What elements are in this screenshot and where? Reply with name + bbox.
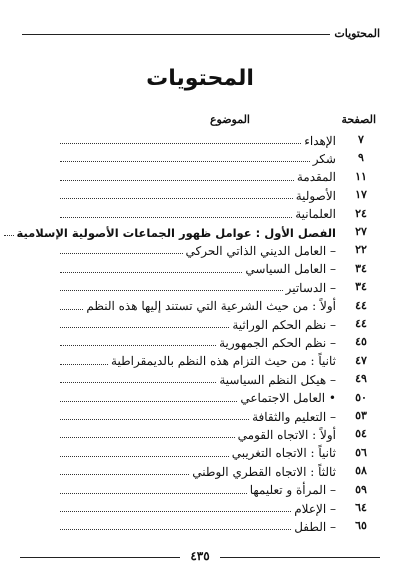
toc-entry xyxy=(60,445,336,462)
column-header-topic: الموضوع xyxy=(209,113,250,126)
dot-leader xyxy=(60,143,301,144)
dot-leader xyxy=(60,217,292,218)
column-header-page: الصفحة xyxy=(341,113,376,126)
dot-leader xyxy=(60,474,189,475)
toc-entry-label: المقدمة xyxy=(296,170,336,185)
toc-page-number: ٦٥ xyxy=(355,519,367,533)
toc-entry-label: – هيكل النظم السياسية xyxy=(219,372,336,387)
toc-row xyxy=(0,316,400,333)
toc-row xyxy=(0,353,400,370)
dot-leader xyxy=(4,235,14,236)
toc-page-number: ٤٤ xyxy=(355,298,367,312)
dot-leader xyxy=(60,511,291,512)
toc-row xyxy=(0,206,400,223)
toc-entry-label: الإهداء xyxy=(304,133,336,148)
toc-chapter-title: الفصل الأول : عوامل ظهور الجماعات الأصولية الإسلامية xyxy=(16,225,336,240)
dot-leader xyxy=(60,253,183,254)
toc-entry xyxy=(60,298,336,315)
dot-leader xyxy=(60,161,310,162)
toc-entry-label: – العامل الديني الذاتي الحركي xyxy=(185,243,336,258)
dot-leader xyxy=(60,198,293,199)
toc-row xyxy=(0,371,400,388)
toc-entry xyxy=(60,371,336,388)
toc-page-number: ٥٨ xyxy=(355,464,367,478)
toc-entry xyxy=(60,408,336,425)
toc-row xyxy=(0,463,400,480)
toc-entry xyxy=(60,206,336,223)
toc-row xyxy=(0,445,400,462)
toc-page-number: ٤٥ xyxy=(355,335,367,349)
toc-entry-label: العلمانية xyxy=(295,207,336,222)
toc-page-number: ٥٤ xyxy=(355,427,367,441)
toc-page-number: ٥٣ xyxy=(355,409,367,422)
toc-row xyxy=(0,390,400,407)
toc-page-number: ١٧ xyxy=(355,188,367,202)
toc-entry xyxy=(60,353,336,370)
toc-entry-label: – نظم الحكم الوراثية xyxy=(232,317,336,332)
toc-entry xyxy=(60,187,336,204)
toc-page-number: ٦٤ xyxy=(355,501,367,514)
dot-leader xyxy=(60,456,229,457)
toc-page-number: ٤٤ xyxy=(355,317,367,330)
toc-page-number: ٧ xyxy=(358,133,364,146)
toc-entry-label: ثالثاً : الاتجاه القطري الوطني xyxy=(192,464,336,479)
dot-leader xyxy=(60,364,108,365)
toc-page-number: ٣٤ xyxy=(355,280,367,294)
dot-leader xyxy=(60,382,216,383)
toc-row xyxy=(0,132,400,149)
toc-entry-label: – التعليم والثقافة xyxy=(252,409,336,424)
toc-entry-label: أولاً : من حيث الشرعية التي تستند إليها هذه النظم xyxy=(86,299,336,314)
footer-page-number: ٤٣٥ xyxy=(190,549,210,563)
toc-row xyxy=(0,334,400,351)
toc-row xyxy=(0,482,400,499)
toc-page-number: ٤٧ xyxy=(355,353,367,367)
dot-leader xyxy=(60,309,83,310)
toc-row xyxy=(0,169,400,186)
toc-entry xyxy=(60,242,336,259)
toc-entry-label: – الطفل xyxy=(294,519,336,534)
toc-row xyxy=(0,150,400,167)
dot-leader xyxy=(60,529,291,530)
toc-page-number: ١١ xyxy=(355,169,367,183)
toc-entry-label: الأصولية xyxy=(295,188,336,203)
toc-entry-label: – الدساتير xyxy=(285,280,336,295)
dot-leader xyxy=(60,401,237,402)
toc-entry-label: – نظم الحكم الجمهورية xyxy=(219,335,336,350)
dot-leader xyxy=(60,345,216,346)
dot-leader xyxy=(60,419,249,420)
toc-entry xyxy=(60,334,336,351)
toc-entry-label: – الإعلام xyxy=(294,501,336,516)
toc-entry xyxy=(60,132,336,149)
toc-entry xyxy=(60,463,336,480)
toc-entry xyxy=(60,150,336,167)
toc-entry-label: أولاً : الاتجاه القومي xyxy=(237,427,336,442)
toc-page-number: ٣٤ xyxy=(355,261,367,275)
toc-page-number: ٢٤ xyxy=(355,206,367,220)
footer-rule-left xyxy=(20,557,180,558)
toc-entry xyxy=(60,482,336,499)
toc-row xyxy=(0,298,400,315)
toc-entry-label: – العامل السياسي xyxy=(245,262,336,277)
dot-leader xyxy=(60,327,229,328)
toc-entry-label: ثانياً : من حيث التزام هذه النظم بالديمقراطية xyxy=(111,354,336,369)
dot-leader xyxy=(60,437,235,438)
dot-leader xyxy=(60,493,247,494)
toc-entry xyxy=(60,316,336,333)
toc-row xyxy=(0,279,400,296)
toc-entry-label: شكر xyxy=(312,151,336,166)
toc-entry-label: • العامل الاجتماعي xyxy=(240,391,336,406)
toc-page-number: ٢٧ xyxy=(355,225,367,238)
toc-page-number: ٤٩ xyxy=(355,372,367,386)
toc-page-number: ٢٢ xyxy=(355,243,367,257)
toc-row xyxy=(0,500,400,517)
toc-entry-label: – المرأة و تعليمها xyxy=(249,483,336,498)
footer-rule-right xyxy=(220,557,380,558)
toc-row xyxy=(0,408,400,425)
header-rule xyxy=(22,34,330,35)
toc-row xyxy=(0,242,400,259)
running-head: المحتويات xyxy=(334,27,380,40)
toc-page-number: ٩ xyxy=(358,151,364,165)
toc-page-number: ٥٠ xyxy=(355,390,367,404)
toc-row xyxy=(0,224,400,241)
toc-entry xyxy=(60,500,336,517)
toc-row xyxy=(0,518,400,535)
page-title: المحتويات xyxy=(146,66,254,91)
toc-page-number: ٥٦ xyxy=(355,445,367,459)
toc-page-number: ٥٩ xyxy=(355,482,367,496)
toc-row xyxy=(0,187,400,204)
toc-entry xyxy=(16,224,336,241)
dot-leader xyxy=(60,272,242,273)
toc-row xyxy=(0,261,400,278)
toc-entry xyxy=(60,279,336,296)
toc-entry xyxy=(60,261,336,278)
dot-leader xyxy=(60,180,294,181)
toc-entry xyxy=(60,518,336,535)
dot-leader xyxy=(60,290,283,291)
toc-entry xyxy=(60,390,336,407)
toc-row xyxy=(0,426,400,443)
toc-entry xyxy=(60,169,336,186)
toc-entry xyxy=(60,426,336,443)
toc-entry-label: ثانياً : الاتجاه التغريبي xyxy=(231,446,336,461)
